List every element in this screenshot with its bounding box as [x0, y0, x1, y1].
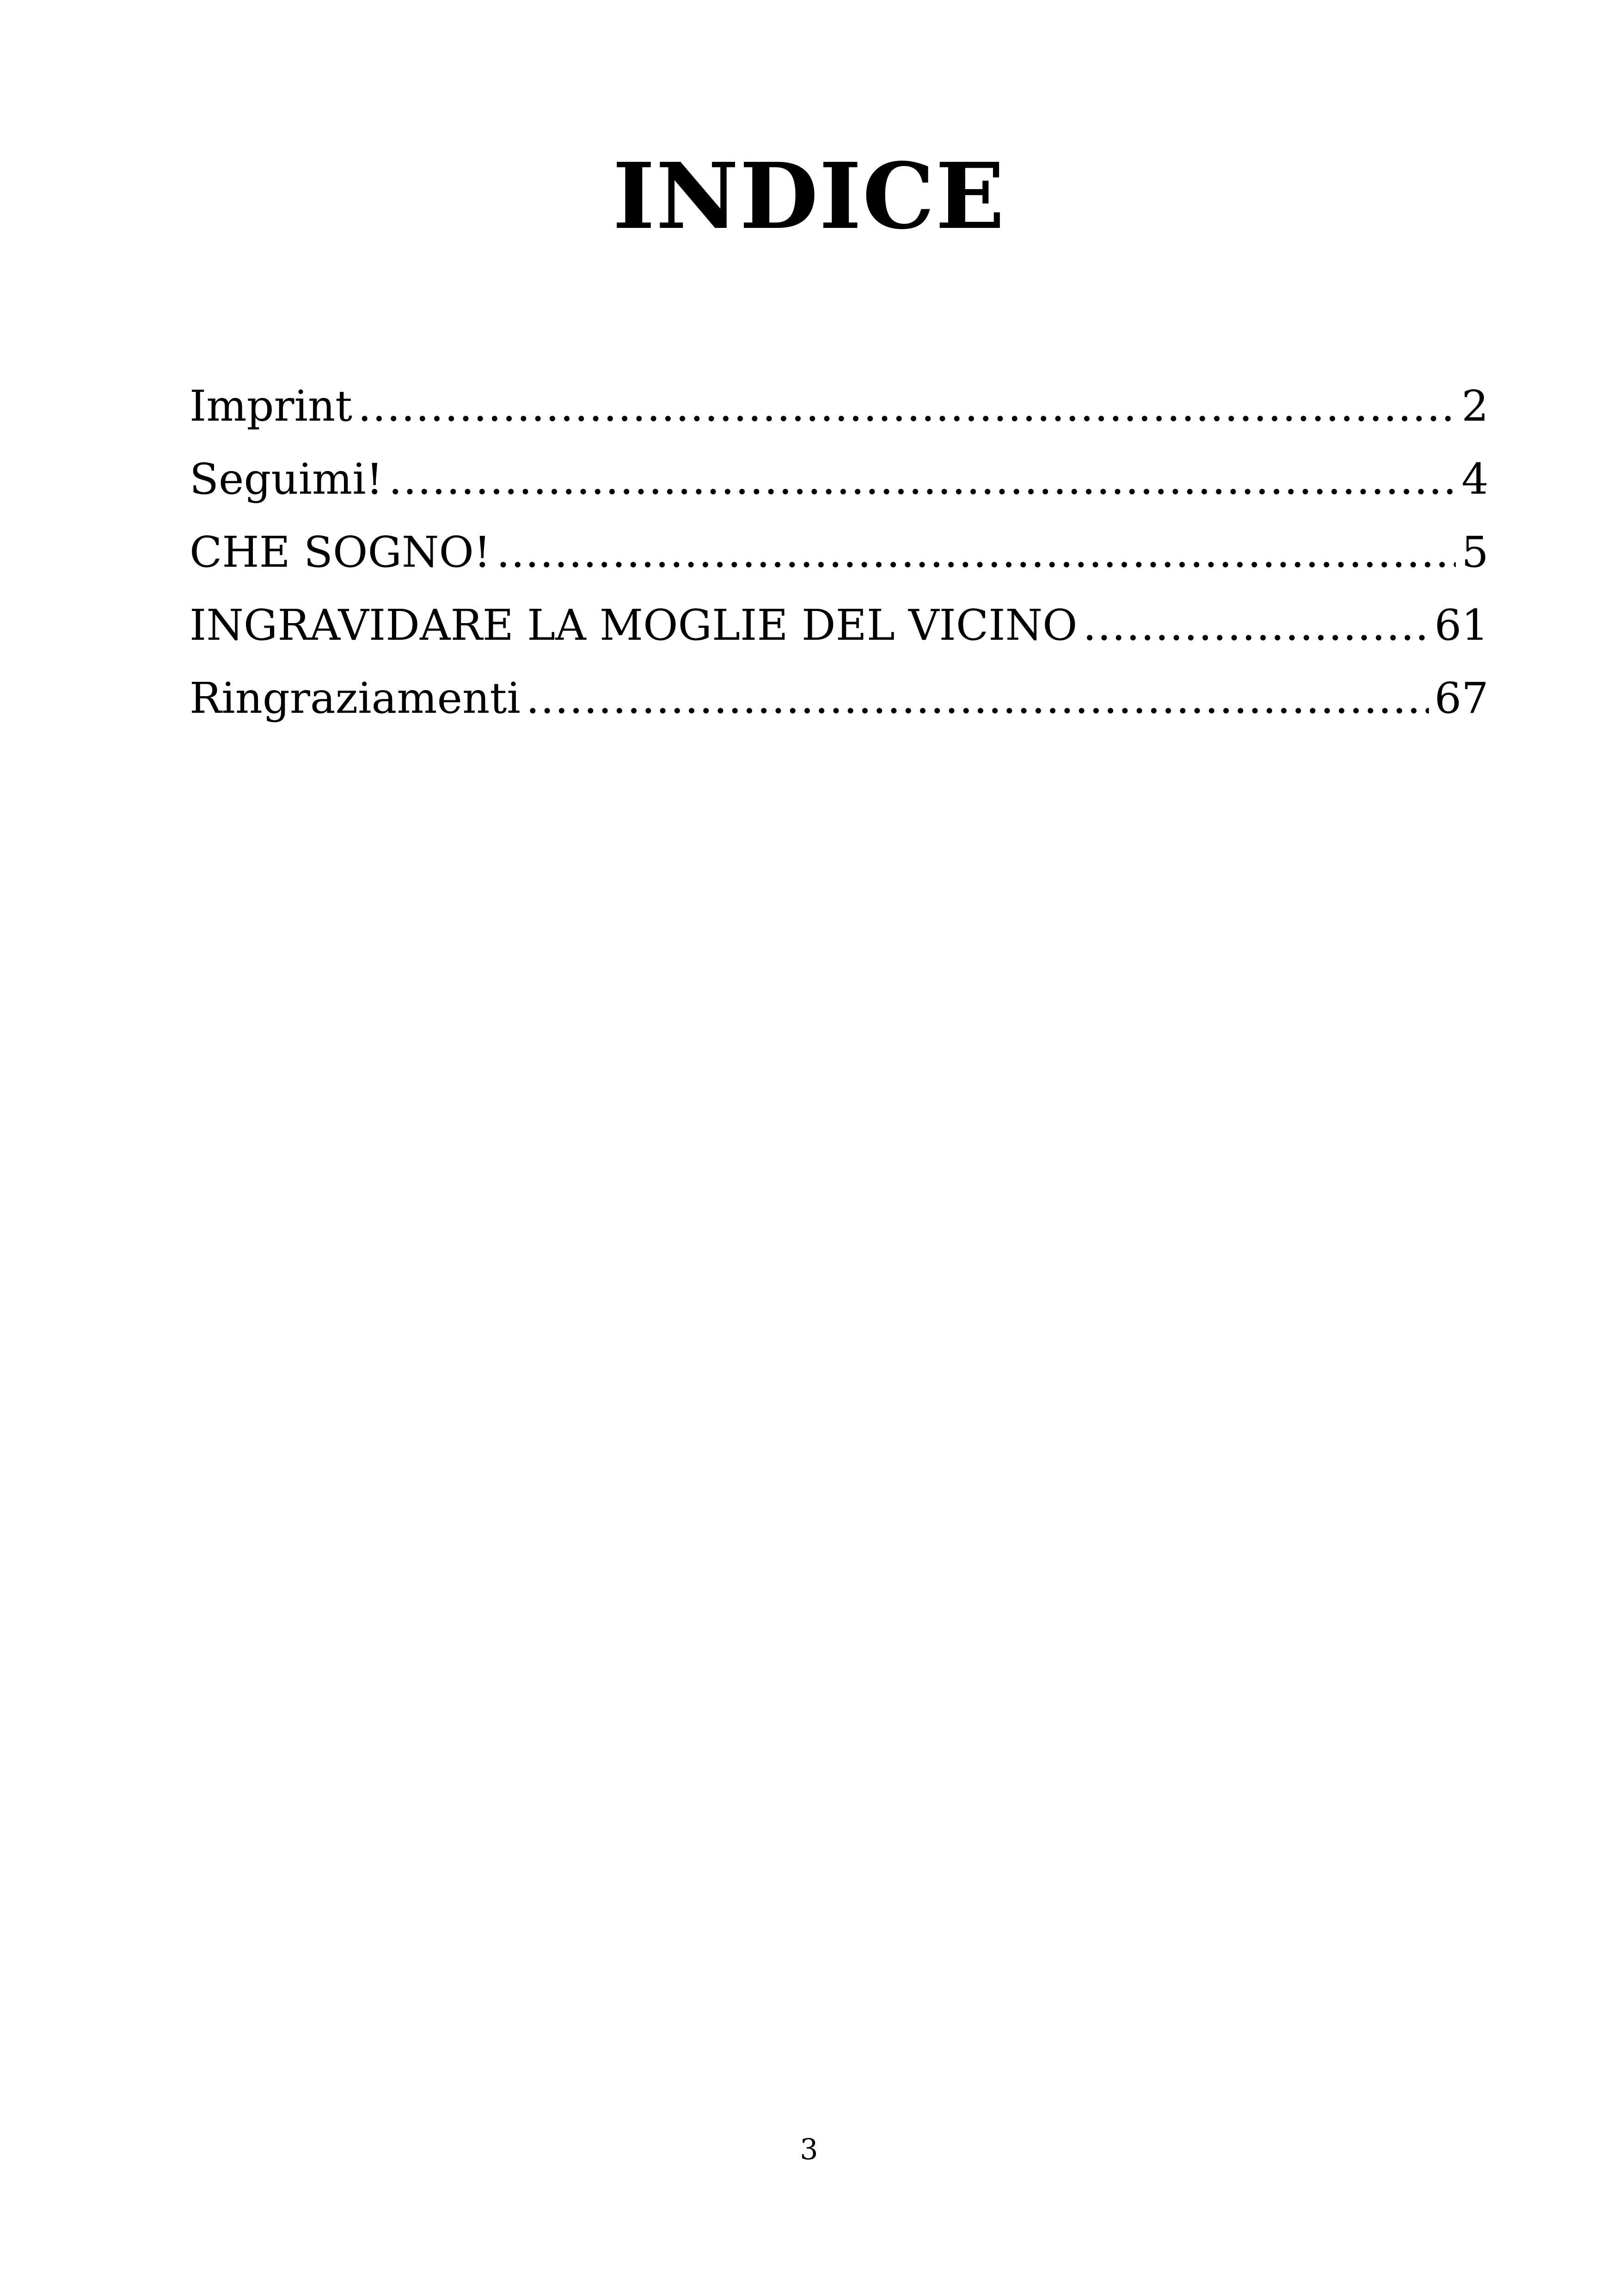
- toc-entry-label: Imprint: [190, 381, 353, 431]
- toc-dot-leader: [358, 370, 1456, 443]
- toc-entry-imprint[interactable]: [190, 370, 1489, 443]
- toc-entry-seguimi[interactable]: [190, 443, 1489, 516]
- toc-entry-label: Seguimi!: [190, 454, 383, 504]
- toc-dot-leader: [496, 516, 1456, 589]
- toc-entry-page: 67: [1434, 673, 1489, 723]
- toc-entry-page: 61: [1434, 600, 1489, 650]
- toc-entry-page: 5: [1461, 527, 1489, 577]
- toc-dot-leader: [526, 662, 1429, 735]
- toc-dot-leader: [389, 443, 1456, 516]
- table-of-contents: [190, 370, 1489, 735]
- toc-dot-leader: [1083, 589, 1429, 662]
- toc-entry-label: Ringraziamenti: [190, 673, 521, 723]
- toc-entry-che-sogno[interactable]: [190, 516, 1489, 589]
- toc-entry-ringraziamenti[interactable]: [190, 662, 1489, 735]
- page-title: INDICE: [613, 143, 1005, 250]
- toc-entry-page: 2: [1461, 381, 1489, 431]
- toc-entry-ingravidare[interactable]: [190, 589, 1489, 662]
- toc-entry-label: CHE SOGNO!: [190, 527, 491, 577]
- toc-entry-page: 4: [1461, 454, 1489, 504]
- toc-entry-label: INGRAVIDARE LA MOGLIE DEL VICINO: [190, 600, 1078, 650]
- page-number: 3: [800, 2132, 818, 2166]
